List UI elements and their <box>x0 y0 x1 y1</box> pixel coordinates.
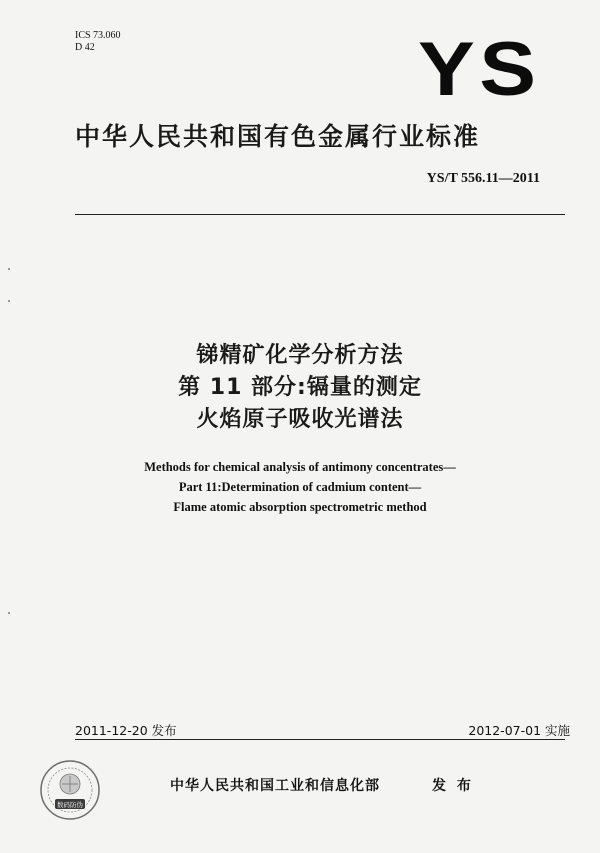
standard-title: 中华人民共和国有色金属行业标准 <box>75 122 481 151</box>
margin-mark <box>8 612 10 614</box>
bottom-divider <box>75 739 565 740</box>
cn-title-line3: 火焰原子吸收光谱法 <box>196 407 404 432</box>
publisher: 中华人民共和国工业和信息化部 <box>170 778 380 794</box>
implement-date: 2012-07-01 实施 <box>468 723 570 738</box>
anti-counterfeit-seal <box>38 758 102 822</box>
cn-title-line2: 第 11 部分:镉量的测定 <box>178 375 422 400</box>
standard-number: YS/T 556.11—2011 <box>426 171 540 186</box>
top-divider <box>75 214 565 215</box>
ics-code: ICS 73.060 <box>75 30 121 41</box>
margin-mark <box>8 268 10 270</box>
ys-logo: YS <box>418 27 541 112</box>
seal-label: 数码防伪 <box>57 801 83 809</box>
cn-title-line1: 锑精矿化学分析方法 <box>196 343 404 368</box>
classification-codes <box>75 30 121 54</box>
en-title-line3: Flame atomic absorption spectrometric method <box>173 500 427 514</box>
class-code: D 42 <box>75 42 95 53</box>
en-title-line2: Part 11:Determination of cadmium content— <box>178 480 422 494</box>
publish-verb: 发 布 <box>432 778 474 794</box>
margin-mark <box>8 300 10 302</box>
en-title-line1: Methods for chemical analysis of antimony concentrates— <box>144 460 456 474</box>
issue-date: 2011-12-20 发布 <box>75 723 177 738</box>
